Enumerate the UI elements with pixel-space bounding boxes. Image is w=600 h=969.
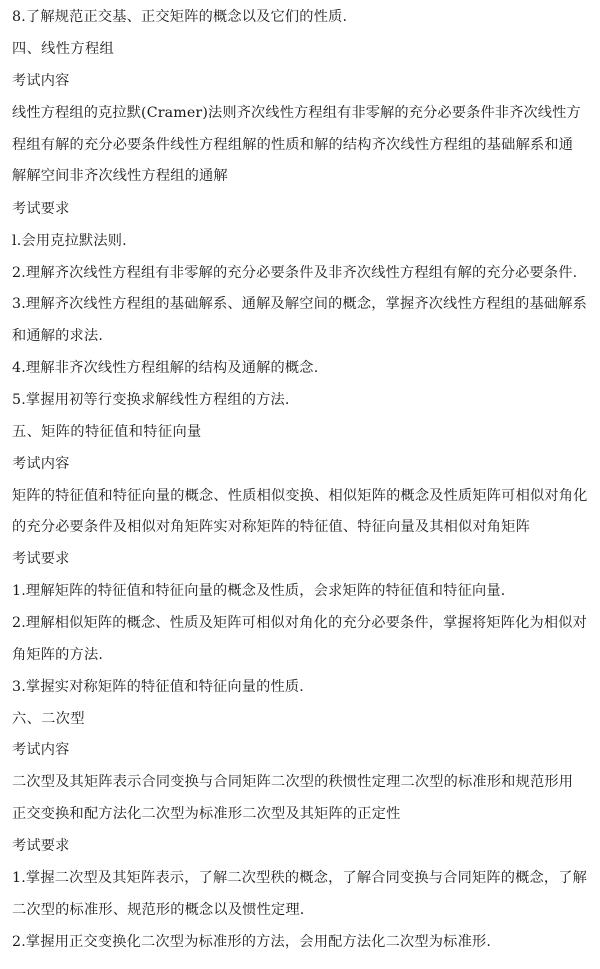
requirement-item: l.会用克拉默法则.	[12, 233, 127, 249]
content-line: 程组有解的充分必要条件线性方程组解的性质和解的结构齐次线性方程组的基础解系和通	[12, 137, 574, 153]
requirements-heading: 考试要求	[12, 551, 70, 567]
section-title-quadratic-forms: 六、二次型	[12, 711, 85, 727]
requirement-item-8: 8.了解规范正交基、正交矩阵的概念以及它们的性质.	[12, 9, 348, 25]
content-line: 二次型及其矩阵表示合同变换与合同矩阵二次型的秩惯性定理二次型的标准形和规范形用	[12, 774, 574, 790]
section-title-eigenvalues: 五、矩阵的特征值和特征向量	[12, 424, 202, 440]
requirement-item: 5.掌握用初等行变换求解线性方程组的方法.	[12, 392, 290, 408]
requirement-item: 和通解的求法.	[12, 328, 104, 344]
requirement-item: 1.理解矩阵的特征值和特征向量的概念及性质，会求矩阵的特征值和特征向量.	[12, 583, 506, 599]
requirement-item: 4.理解非齐次线性方程组解的结构及通解的概念.	[12, 360, 319, 376]
requirement-item: 2.理解齐次线性方程组有非零解的充分必要条件及非齐次线性方程组有解的充分必要条件.	[12, 265, 578, 281]
content-line: 解解空间非齐次线性方程组的通解	[12, 168, 228, 184]
content-heading: 考试内容	[12, 742, 70, 758]
requirement-item: 2.理解相似矩阵的概念、性质及矩阵可相似对角化的充分必要条件，掌握将矩阵化为相似对	[12, 615, 588, 631]
content-heading: 考试内容	[12, 456, 70, 472]
content-line: 的充分必要条件及相似对角矩阵实对称矩阵的特征值、特征向量及其相似对角矩阵	[12, 519, 530, 535]
content-line: 正交变换和配方法化二次型为标准形二次型及其矩阵的正定性	[12, 806, 401, 822]
content-line: 矩阵的特征值和特征向量的概念、性质相似变换、相似矩阵的概念及性质矩阵可相似对角化	[12, 488, 588, 504]
requirement-item: 二次型的标准形、规范形的概念以及惯性定理.	[12, 902, 305, 918]
requirements-heading: 考试要求	[12, 838, 70, 854]
requirement-item: 1.掌握二次型及其矩阵表示，了解二次型秩的概念，了解合同变换与合同矩阵的概念，了解	[12, 870, 588, 886]
requirement-item: 角矩阵的方法.	[12, 647, 104, 663]
requirement-item: 3.掌握实对称矩阵的特征值和特征向量的性质.	[12, 679, 305, 695]
requirement-item: 3.理解齐次线性方程组的基础解系、通解及解空间的概念，掌握齐次线性方程组的基础解系	[12, 296, 588, 312]
content-heading: 考试内容	[12, 73, 70, 89]
content-line: 线性方程组的克拉默(Cramer)法则齐次线性方程组有非零解的充分必要条件非齐次线性方	[12, 105, 581, 121]
requirement-item: 2.掌握用正交变换化二次型为标准形的方法，会用配方法化二次型为标准形.	[12, 934, 492, 950]
requirements-heading: 考试要求	[12, 201, 70, 217]
section-title-linear-equations: 四、线性方程组	[12, 41, 115, 57]
